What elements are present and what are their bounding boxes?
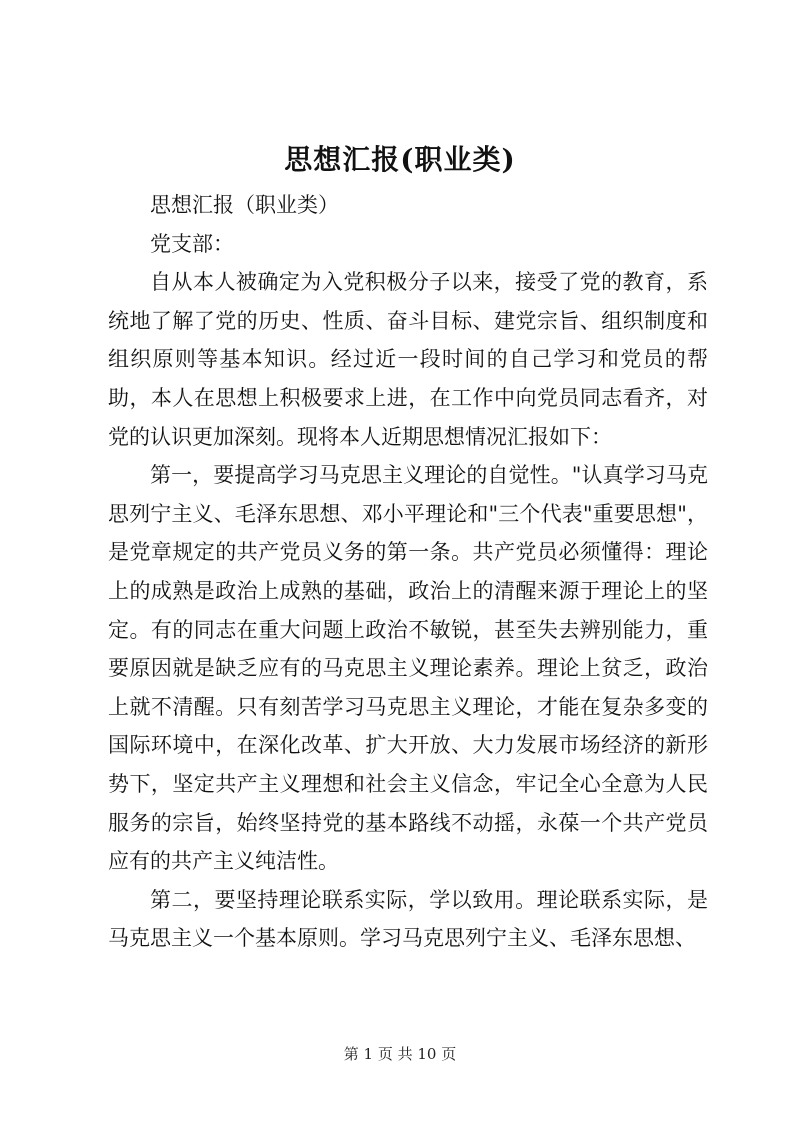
paragraph-point-two: 第二，要坚持理论联系实际，学以致用。理论联系实际，是马克思主义一个基本原则。学习马克思列宁主义、毛泽东思想、 xyxy=(108,887,708,951)
paragraph-salutation: 党支部： xyxy=(150,231,234,256)
document-body xyxy=(108,186,708,958)
paragraph-subtitle: 思想汇报（职业类） xyxy=(150,193,339,217)
document-title: 思想汇报(职业类) xyxy=(284,143,516,176)
paragraph-intro: 自从本人被确定为入党积极分子以来，接受了党的教育，系统地了解了党的历史、性质、奋斗目标、建党宗旨、组织制度和组织原则等基本知识。经过近一段时间的自己学习和党员的帮助，本人在思想上积极要求上进，在工作中向党员同志看齐，对党的认识更加深刻。现将本人近期思想情况汇报如下： xyxy=(108,270,708,449)
page-footer: 第 1 页 共 10 页 xyxy=(343,1045,457,1063)
paragraph-point-one: 第一，要提高学习马克思主义理论的自觉性。"认真学习马克思列宁主义、毛泽东思想、邓小平理论和"三个代表"重要思想"，是党章规定的共产党员义务的第一条。共产党员必须懂得：理论上的成熟是政治上成熟的基础，政治上的清醒来源于理论上的坚定。有的同志在重大问题上政治不敏锐，甚至失去辨别能力，重要原因就是缺乏应有的马克思主义理论素养。理论上贫乏，政治上就不清醒。只有刻苦学习马克思主义理论，才能在复杂多变的国际环境中，在深化改革、扩大开放、大力发展市场经济的新形势下，坚定共产主义理想和社会主义信念，牢记全心全意为人民服务的宗旨，始终坚持党的基本路线不动摇，永葆一个共产党员应有的共产主义纯洁性。 xyxy=(108,463,708,874)
